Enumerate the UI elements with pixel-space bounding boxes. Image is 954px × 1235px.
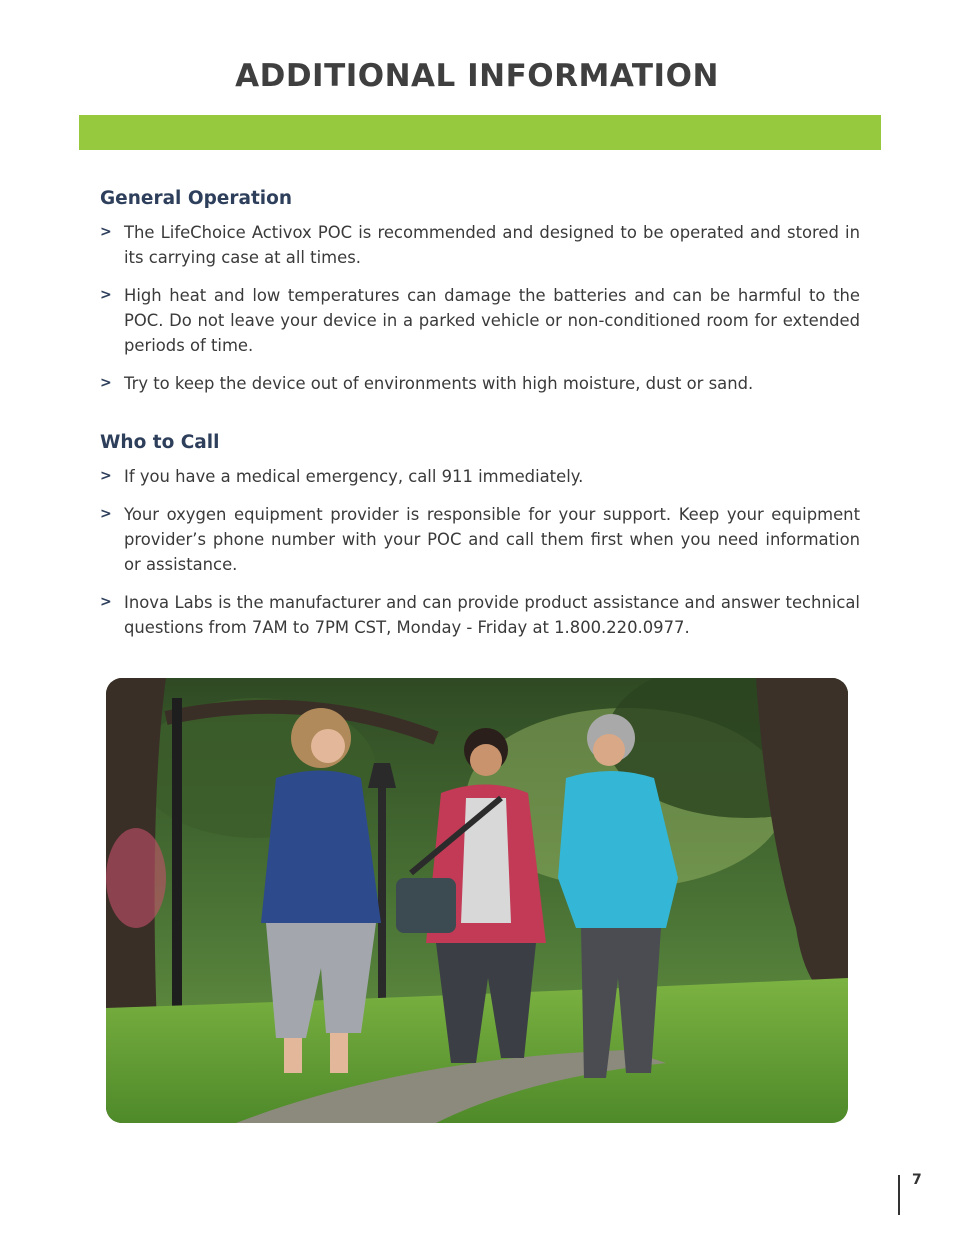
footer-divider bbox=[898, 1175, 900, 1215]
list-item: > Inova Labs is the manufacturer and can provide product assistance and answer technical questions from 7AM to 7PM CST, Monday - Friday at 1.800.220.0977. bbox=[100, 590, 860, 640]
photo-women-walking bbox=[106, 678, 848, 1123]
chevron-right-icon: > bbox=[100, 375, 112, 391]
accent-bar bbox=[79, 115, 881, 150]
chevron-right-icon: > bbox=[100, 468, 112, 484]
chevron-right-icon: > bbox=[100, 594, 112, 610]
chevron-right-icon: > bbox=[100, 224, 112, 240]
who-to-call-list bbox=[100, 464, 860, 653]
chevron-right-icon: > bbox=[100, 287, 112, 303]
page-number: 7 bbox=[912, 1172, 922, 1188]
chevron-right-icon: > bbox=[100, 506, 112, 522]
section-heading-general-operation: General Operation bbox=[100, 188, 293, 209]
list-item: > High heat and low temperatures can damage the batteries and can be harmful to the POC. Do not leave your device in a parked vehicle or non-conditioned room for extended periods of time. bbox=[100, 283, 860, 358]
list-item: > If you have a medical emergency, call 911 immediately. bbox=[100, 464, 860, 489]
section-heading-who-to-call: Who to Call bbox=[100, 432, 220, 453]
general-operation-list bbox=[100, 220, 860, 409]
list-item: > Your oxygen equipment provider is responsible for your support. Keep your equipment provider’s phone number with your POC and call them first when you need information or assistance. bbox=[100, 502, 860, 577]
page-title: ADDITIONAL INFORMATION bbox=[235, 58, 719, 94]
list-item: > Try to keep the device out of environments with high moisture, dust or sand. bbox=[100, 371, 860, 396]
list-item: > The LifeChoice Activox POC is recommended and designed to be operated and stored in its carrying case at all times. bbox=[100, 220, 860, 270]
